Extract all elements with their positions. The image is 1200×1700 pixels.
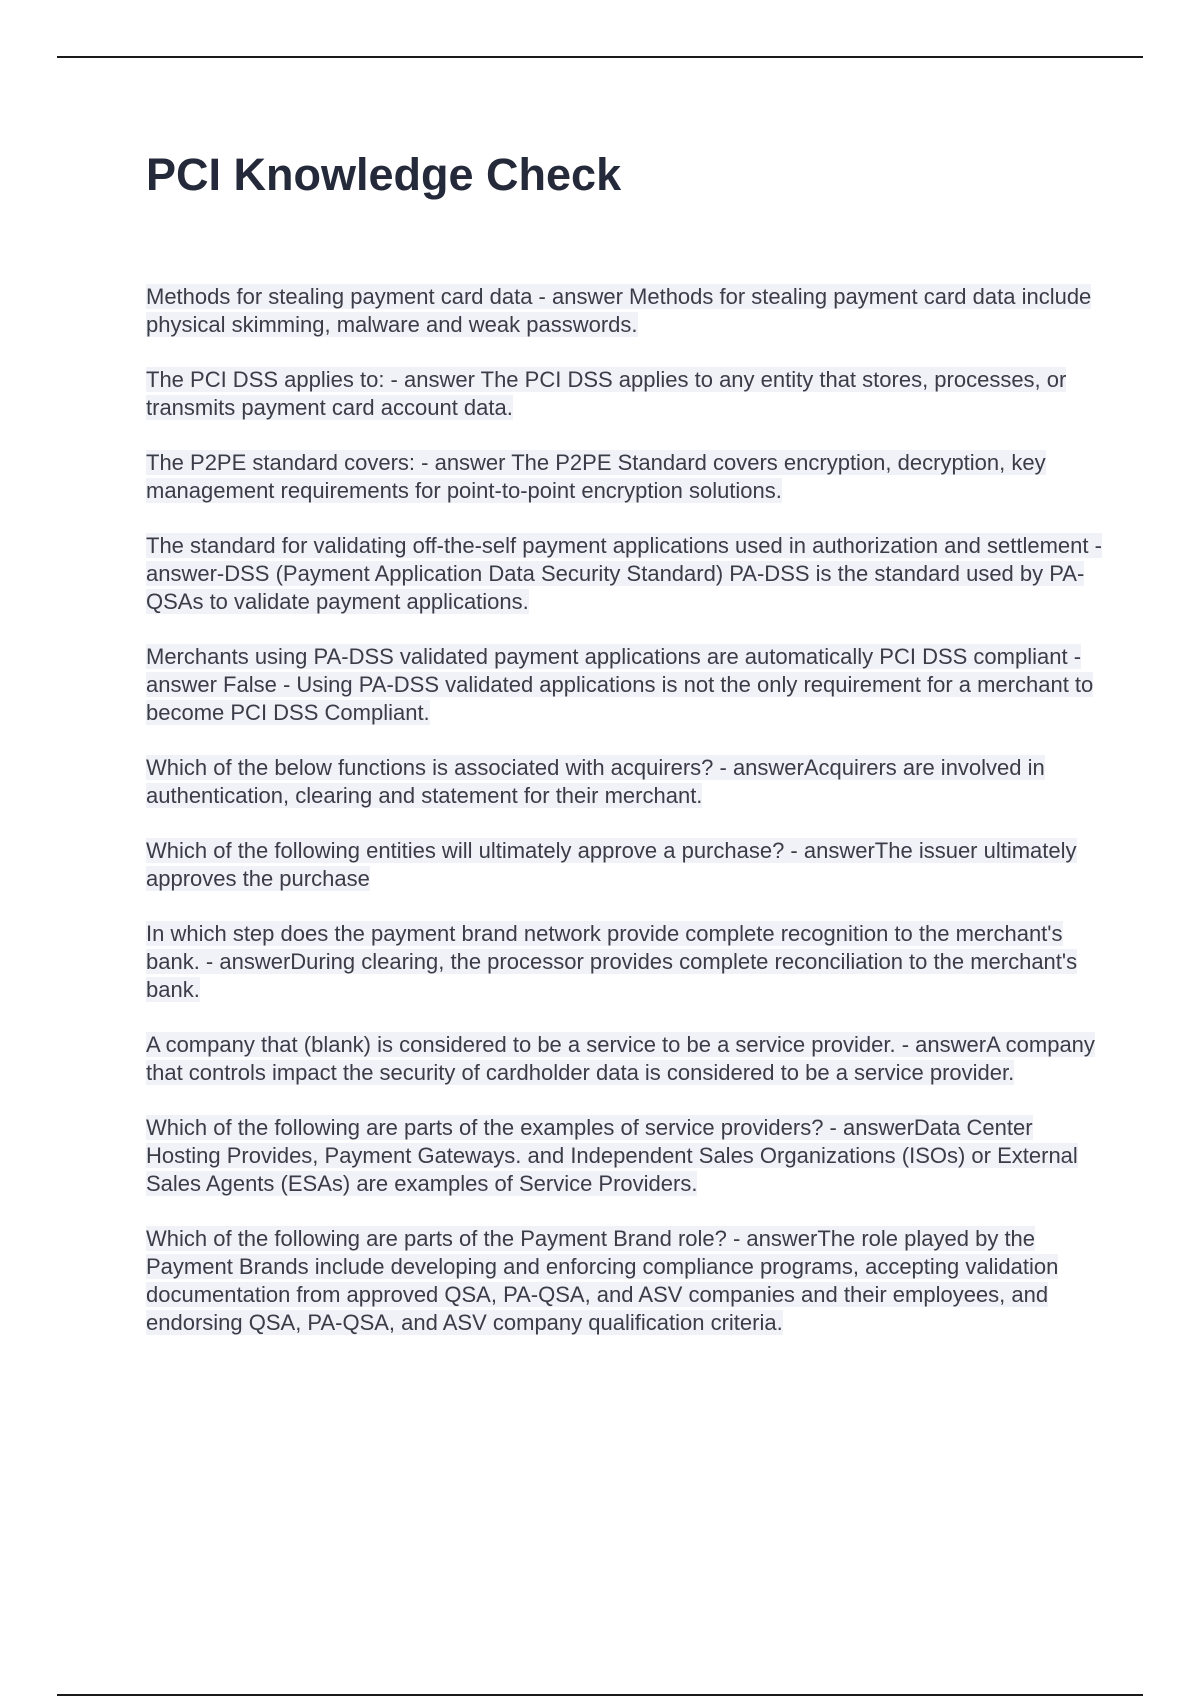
qa-item (146, 1225, 1106, 1337)
qa-item (146, 283, 1106, 339)
top-divider (57, 56, 1143, 58)
qa-item (146, 643, 1106, 727)
qa-item-text: The P2PE standard covers: - answer The P2PE Standard covers encryption, decryption, key management requirements for point-to-point encryption solutions. (146, 450, 1046, 503)
qa-item-text: The PCI DSS applies to: - answer The PCI DSS applies to any entity that stores, processes, or transmits payment card account data. (146, 367, 1067, 420)
qa-item-text: Methods for stealing payment card data - answer Methods for stealing payment card data include physical skimming, malware and weak passwords. (146, 284, 1092, 337)
qa-item (146, 366, 1106, 422)
qa-item-text: The standard for validating off-the-self payment applications used in authorization and settlement - answer-DSS (Payment Application Data Security Standard) PA-DSS is the standard used by PA-QSAs to validate payment applications. (146, 533, 1102, 614)
qa-item (146, 449, 1106, 505)
qa-item (146, 920, 1106, 1004)
qa-item (146, 1031, 1106, 1087)
page-title: PCI Knowledge Check (146, 149, 622, 200)
qa-item-text: A company that (blank) is considered to be a service to be a service provider. - answerA company that controls impact the security of cardholder data is considered to be a service provider. (146, 1032, 1095, 1085)
qa-item (146, 532, 1106, 616)
qa-item-text: Which of the following are parts of the Payment Brand role? - answerThe role played by the Payment Brands include developing and enforcing compliance programs, accepting validation documentation from approved QSA, PA-QSA, and ASV companies and their employees, and endorsing QSA, PA-QSA, and ASV company qualification criteria. (146, 1226, 1059, 1335)
qa-item-text: Which of the following are parts of the examples of service providers? - answerData Center Hosting Provides, Payment Gateways. and Independent Sales Organizations (ISOs) or External Sales Agents (ESAs) are examples of Service Providers. (146, 1115, 1078, 1196)
qa-item (146, 754, 1106, 810)
qa-item-text: Which of the below functions is associated with acquirers? - answerAcquirers are involved in authentication, clearing and statement for their merchant. (146, 755, 1045, 808)
qa-item (146, 1114, 1106, 1198)
qa-item-text: Merchants using PA-DSS validated payment applications are automatically PCI DSS compliant - answer False - Using PA-DSS validated applications is not the only requirement for a merchant to become PCI DSS Compliant. (146, 644, 1094, 725)
bottom-divider (57, 1694, 1143, 1696)
qa-item-text: Which of the following entities will ultimately approve a purchase? - answerThe issuer ultimately approves the purchase (146, 838, 1077, 891)
qa-item (146, 837, 1106, 893)
qa-item-text: In which step does the payment brand network provide complete recognition to the merchant's bank. - answerDuring clearing, the processor provides complete reconciliation to the merchant's bank. (146, 921, 1078, 1002)
qa-list (146, 283, 1106, 1364)
